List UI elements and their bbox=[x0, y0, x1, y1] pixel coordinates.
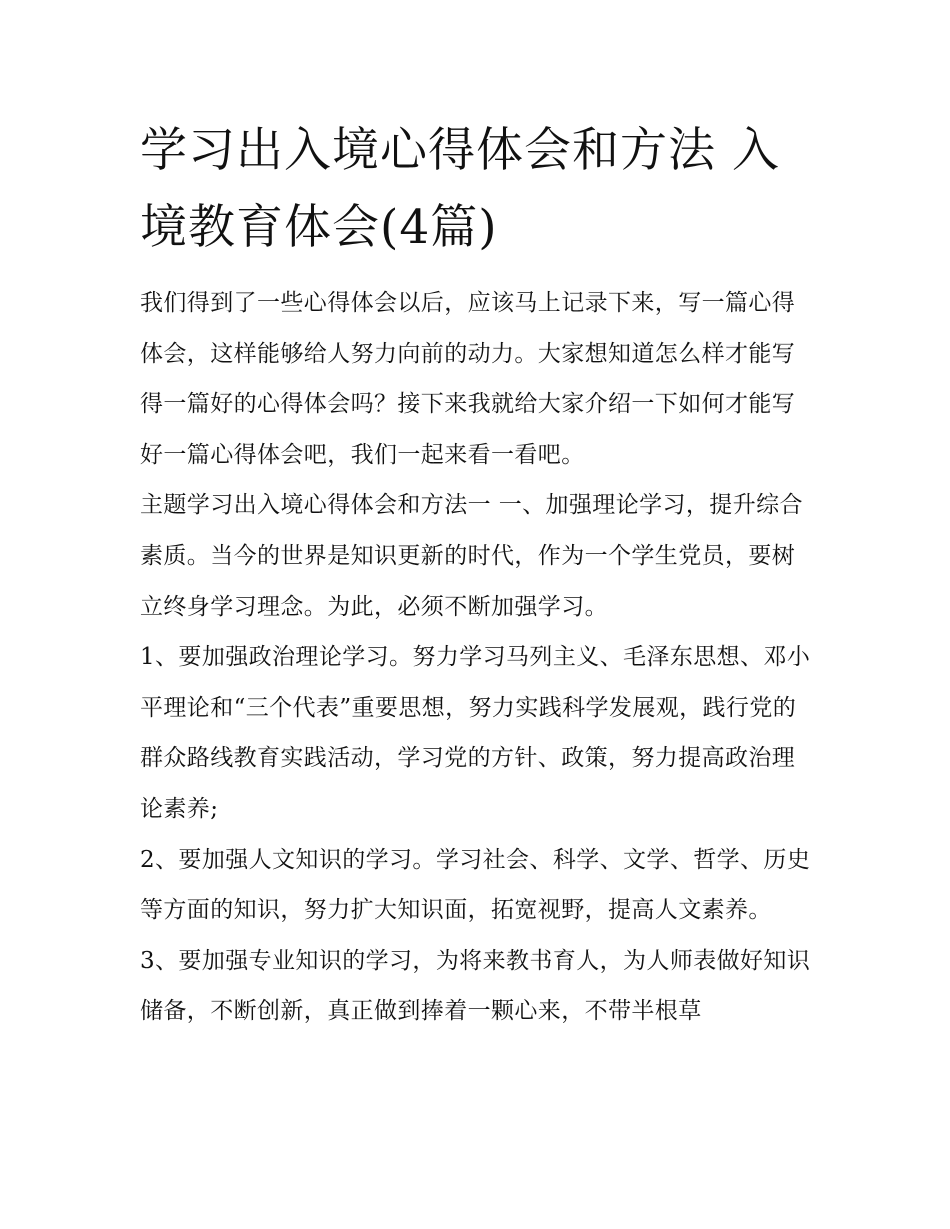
paragraph-item-3: 3、要加强专业知识的学习，为将来教书育人，为人师表做好知识储备，不断创新，真正做到捧着一颗心来，不带半根草 bbox=[140, 947, 811, 1025]
paragraph-item-1: 1、要加强政治理论学习。努力学习马列主义、毛泽东思想、邓小平理论和“三个代表”重要思想，努力实践科学发展观，践行党的群众路线教育实践活动，学习党的方针、政策，努力提高政治理论素养; bbox=[140, 644, 811, 822]
paragraph-item-2: 2、要加强人文知识的学习。学习社会、科学、文学、哲学、历史等方面的知识，努力扩大知识面，拓宽视野，提高人文素养。 bbox=[140, 846, 811, 924]
paragraph-method-one: 主题学习出入境心得体会和方法一 一、加强理论学习，提升综合素质。当今的世界是知识更新的时代，作为一个学生党员，要树立终身学习理念。为此，必须不断加强学习。 bbox=[140, 492, 803, 620]
document-page bbox=[140, 112, 815, 1037]
document-title: 学习出入境心得体会和方法 入境教育体会(4篇) bbox=[140, 123, 780, 255]
paragraph-intro: 我们得到了一些心得体会以后，应该马上记录下来，写一篇心得体会，这样能够给人努力向前的动力。大家想知道怎么样才能写得一篇好的心得体会吗？接下来我就给大家介绍一下如何才能写好一篇心得体会吧，我们一起来看一看吧。 bbox=[140, 290, 796, 468]
